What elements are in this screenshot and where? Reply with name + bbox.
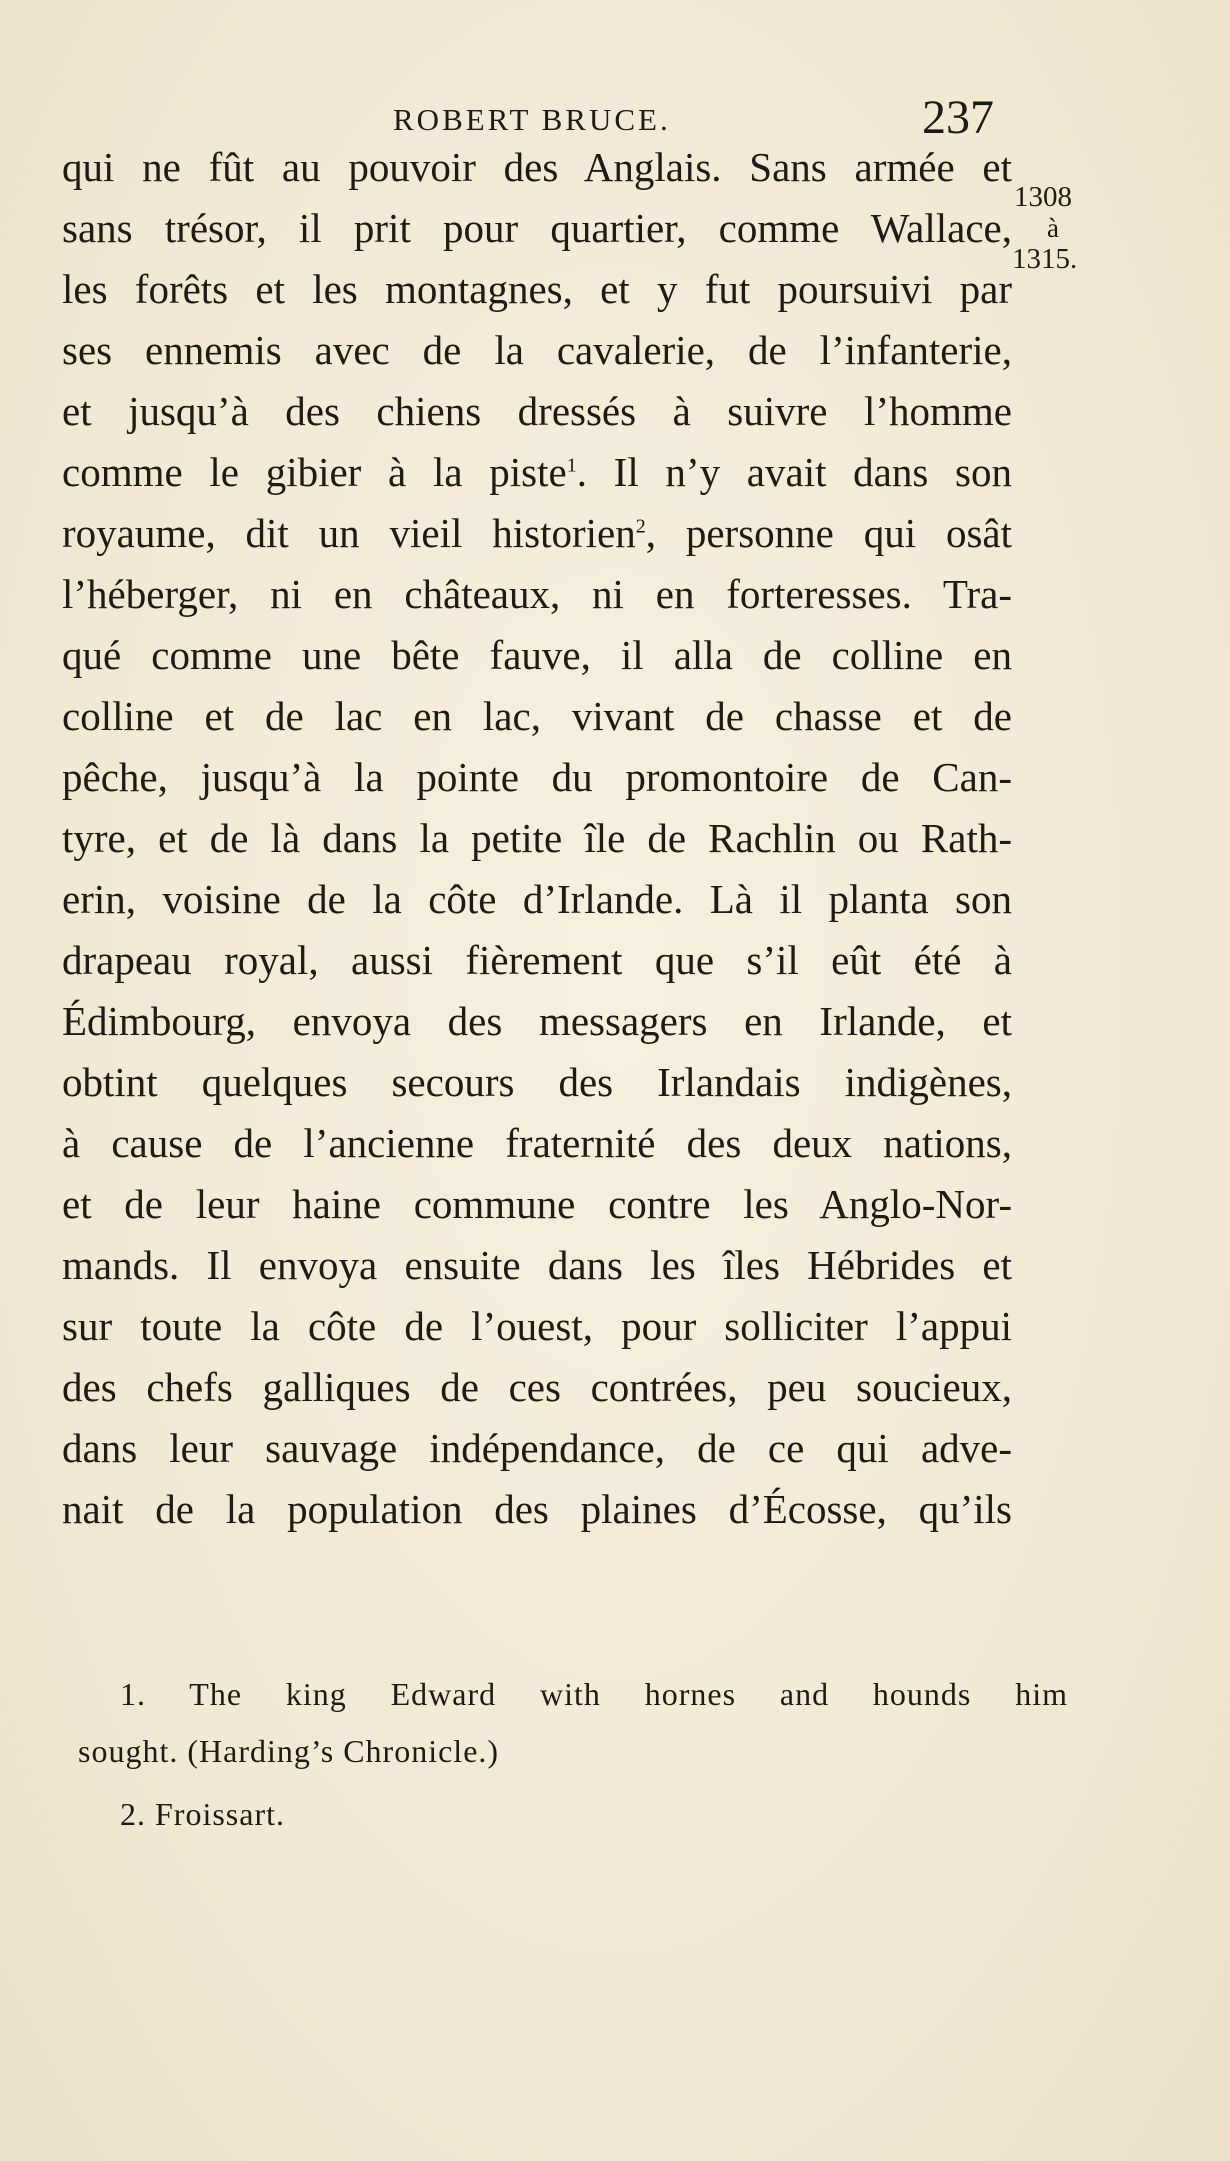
text-line: et jusqu’à des chiens dressés à suivre l’homme: [62, 388, 1012, 434]
text-line: tyre, et de là dans la petite île de Rachlin ou Rath-: [62, 815, 1012, 861]
text-line: sur toute la côte de l’ouest, pour solliciter l’appui: [62, 1303, 1012, 1349]
text-line: l’héberger, ni en châteaux, ni en forteresses. Tra-: [62, 571, 1012, 617]
text-line: colline et de lac en lac, vivant de chasse et de: [62, 693, 1012, 739]
text-line: qui ne fût au pouvoir des Anglais. Sans armée et: [62, 144, 1012, 190]
text-line: erin, voisine de la côte d’Irlande. Là il planta son: [62, 876, 1012, 922]
footnote-1-continued: sought. (Harding’s Chronicle.): [78, 1733, 500, 1769]
text-line: les forêts et les montagnes, et y fut poursuivi par: [62, 266, 1012, 312]
text-line: des chefs galliques de ces contrées, peu soucieux,: [62, 1364, 1012, 1410]
text-line: royaume, dit un vieil historien$^2$, personne qui osât: [62, 510, 1012, 556]
text-line: et de leur haine commune contre les Anglo-Nor-: [62, 1181, 1012, 1227]
margin-date-connector: à: [1047, 213, 1059, 243]
footnote-1: 1. The king Edward with hornes and hounds him: [120, 1676, 1068, 1712]
margin-date-end: 1315.: [1012, 243, 1078, 275]
footnote-ref-2: 2: [635, 515, 646, 538]
text-line: sans trésor, il prit pour quartier, comme Wallace,: [62, 205, 1012, 251]
text-line: drapeau royal, aussi fièrement que s’il eût été à: [62, 937, 1012, 983]
text-line: pêche, jusqu’à la pointe du promontoire de Can-: [62, 754, 1012, 800]
text-line: mands. Il envoya ensuite dans les îles Hébrides et: [62, 1242, 1012, 1288]
body-text: [62, 137, 1012, 1540]
text-line: nait de la population des plaines d’Écosse, qu’ils: [62, 1486, 1012, 1532]
text-line: qué comme une bête fauve, il alla de colline en: [62, 632, 1012, 678]
page-number: 237: [922, 91, 994, 144]
text-line: dans leur sauvage indépendance, de ce qui adve-: [62, 1425, 1012, 1471]
text-line: obtint quelques secours des Irlandais indigènes,: [62, 1059, 1012, 1105]
running-title: ROBERT BRUCE.: [393, 102, 671, 137]
text-line: à cause de l’ancienne fraternité des deux nations,: [62, 1120, 1012, 1166]
footnote-ref-1: 1: [566, 454, 577, 477]
text-line: Édimbourg, envoya des messagers en Irlande, et: [62, 998, 1012, 1044]
footnote-2: 2. Froissart.: [120, 1796, 285, 1832]
margin-date-start: 1308: [1014, 181, 1072, 213]
text-line: comme le gibier à la piste$^1$. Il n’y avait dans son: [62, 449, 1013, 495]
footnotes: [78, 1666, 1068, 1843]
text-line: ses ennemis avec de la cavalerie, de l’infanterie,: [62, 327, 1012, 373]
